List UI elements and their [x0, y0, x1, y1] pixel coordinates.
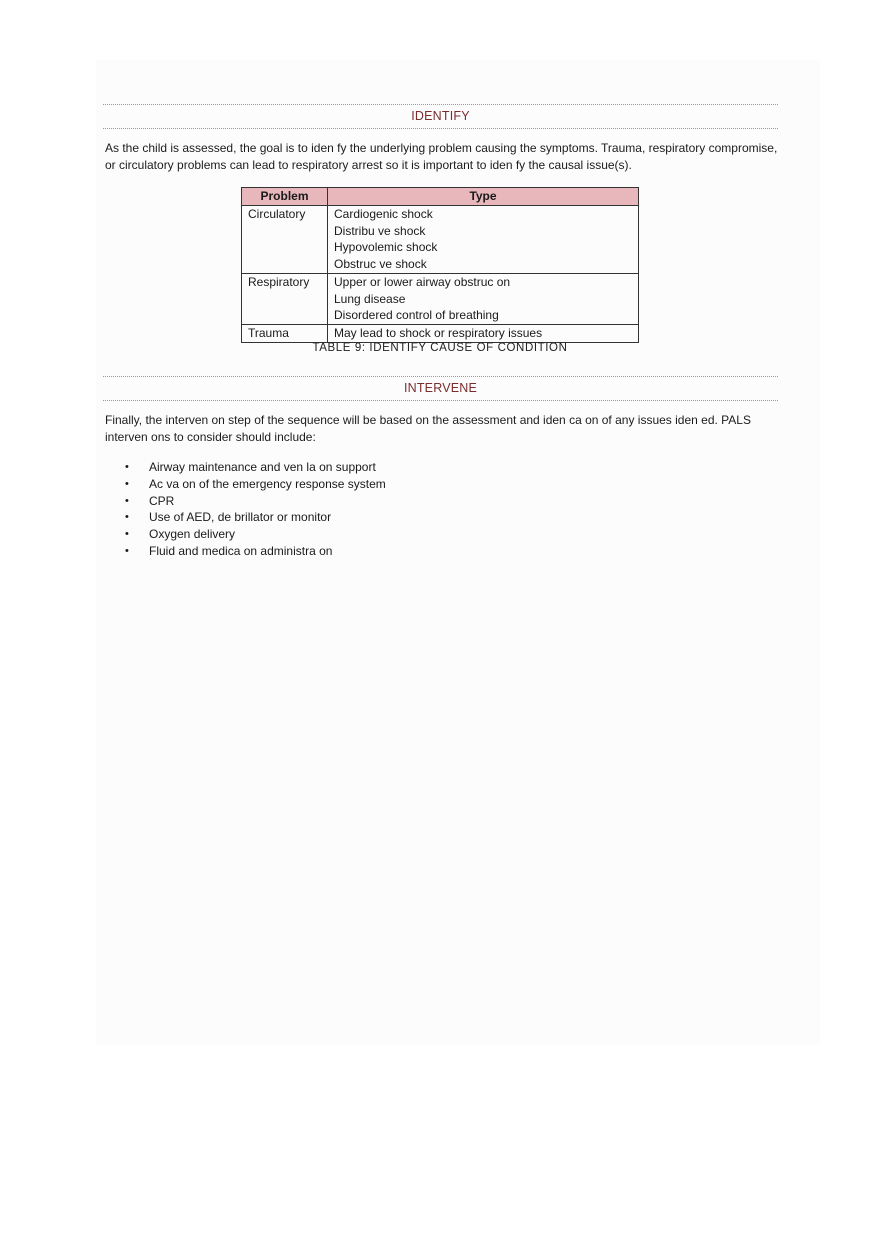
list-item: [105, 543, 386, 560]
intervene-paragraph: Finally, the interven on step of the sequence will be based on the assessment and iden ca on of any issues iden ed. PALS interven ons to consider should include:: [105, 413, 751, 444]
type-item: Cardiogenic shock: [334, 207, 433, 221]
bullet-icon: •: [125, 461, 129, 473]
bullet-icon: •: [125, 511, 129, 524]
table-cell-problem: Trauma: [242, 324, 328, 342]
type-item: Hypovolemic shock: [334, 240, 438, 255]
list-item-text: Fluid and medica on administra on: [149, 543, 333, 558]
table-cell-problem: Circulatory: [242, 206, 328, 274]
table-cell-types: [328, 273, 639, 324]
list-item-text: Oxygen delivery: [149, 527, 236, 542]
identify-paragraph: As the child is assessed, the goal is to iden fy the underlying problem causing the symptoms. Trauma, respiratory compromise, or circulatory problems can lead to respiratory arrest so it is important to iden fy the causal issue(s).: [105, 141, 778, 172]
list-item: [105, 476, 386, 493]
intervention-list: [105, 459, 386, 560]
table-cell-types: [328, 324, 639, 342]
table-row: [242, 324, 639, 342]
list-item-text: Use of AED, de brillator or monitor: [149, 510, 332, 525]
list-item: [105, 509, 386, 526]
table-row: [242, 273, 639, 324]
section-header-intervene: INTERVENE: [103, 376, 778, 401]
table-cell-problem: Respiratory: [242, 273, 328, 324]
table-row: [242, 206, 639, 274]
list-item-text: Airway maintenance and ven la on support: [149, 460, 376, 474]
type-item: Lung disease: [334, 291, 406, 306]
table-header-type: Type: [328, 188, 639, 206]
type-item: Distribu ve shock: [334, 223, 426, 238]
table-caption: TABLE 9: IDENTIFY CAUSE OF CONDITION: [312, 342, 568, 354]
bullet-icon: •: [125, 494, 129, 507]
bullet-icon: •: [125, 477, 129, 490]
list-item-text: CPR: [149, 493, 175, 508]
list-item: [105, 459, 386, 476]
list-item-text: Ac va on of the emergency response system: [149, 476, 386, 491]
bullet-icon: •: [125, 544, 129, 557]
identify-cause-table: [241, 187, 639, 343]
type-item: Upper or lower airway obstruc on: [334, 274, 511, 289]
type-item: Disordered control of breathing: [334, 308, 499, 323]
list-item: [105, 526, 386, 543]
type-item: May lead to shock or respiratory issues: [334, 325, 543, 340]
list-item: [105, 493, 386, 510]
table-cell-types: [328, 206, 639, 274]
type-item: Obstruc ve shock: [334, 257, 427, 272]
bullet-icon: •: [125, 528, 129, 541]
section-header-identify: IDENTIFY: [103, 104, 778, 129]
table-header-row: [242, 188, 639, 206]
table-header-problem: Problem: [242, 188, 328, 206]
